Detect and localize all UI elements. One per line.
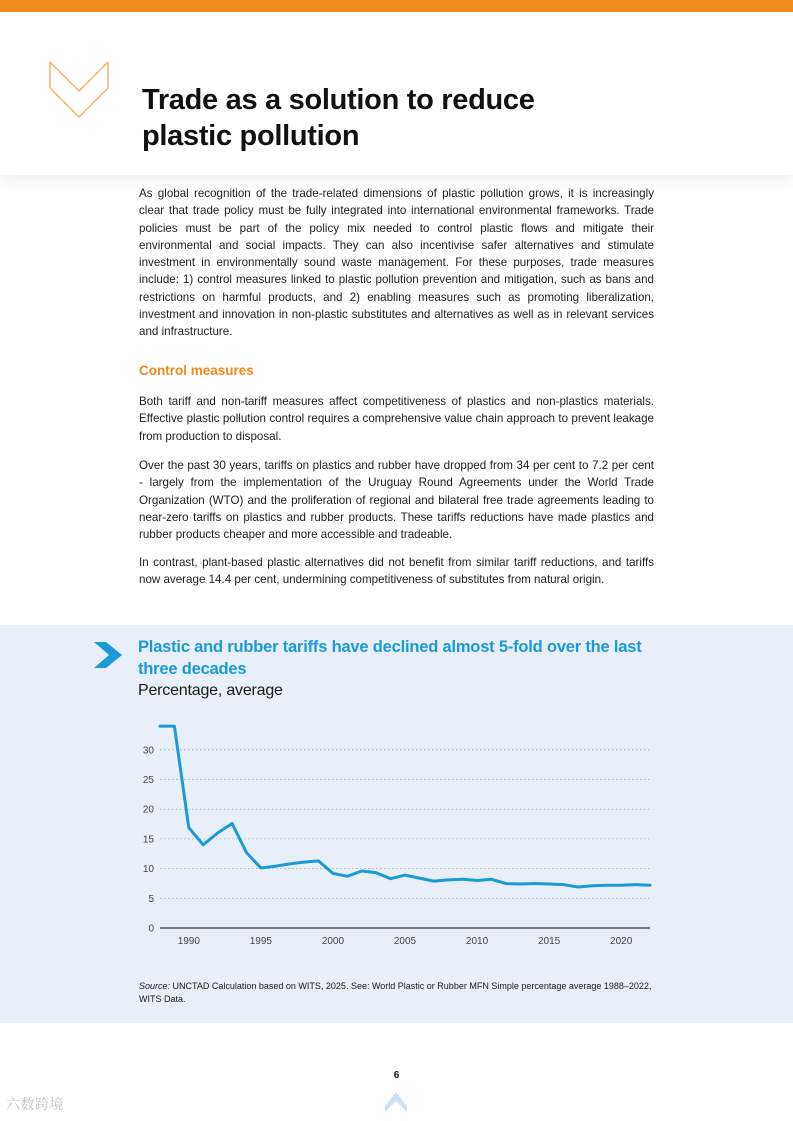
x-tick-label: 2000: [321, 936, 345, 947]
chevron-down-icon: [46, 58, 112, 122]
chart-source-note: [139, 980, 659, 1006]
x-tick-label: 1995: [249, 936, 273, 947]
page-number: 6: [393, 1070, 400, 1081]
body-paragraph: In contrast, plant-based plastic alternatives did not benefit from similar tariff reductions, and tariffs now average 14.4 per cent, undermining competitiveness of substitutes from natural origin.: [139, 556, 654, 587]
source-label: Source:: [139, 981, 171, 991]
chart-title-line-2: three decades: [138, 660, 247, 678]
watermark: 六数跨境: [6, 1097, 64, 1113]
y-tick-label: 30: [142, 745, 154, 757]
x-tick-label: 1990: [177, 936, 200, 947]
chevron-right-icon: [92, 640, 124, 670]
page-title-line-2: plastic pollution: [142, 120, 360, 152]
chart-subtitle: Percentage, average: [138, 682, 283, 699]
y-tick-label: 15: [142, 834, 154, 846]
page-title-line-1: Trade as a solution to reduce: [142, 84, 535, 116]
page-title: [142, 82, 702, 154]
intro-paragraph: As global recognition of the trade-related dimensions of plastic pollution grows, it is increasingly clear that trade policy must be fully integrated into international environmental frameworks. Trade policies must be part of the policy mix needed to control plastic flows and mitigate their environmental and social impacts. They can also incentivise safer alternatives and stimulate investment in environmentally sound waste management. For these purposes, trade measures include: 1) control measures linked to plastic pollution prevention and mitigation, such as bans and restrictions on harmful products, and 2) enabling measures such as promoting liberalization, investment and innovation in non-plastic substitutes and alternatives as well as in relevant services and infrastructure.: [139, 187, 654, 339]
y-tick-label: 0: [148, 923, 154, 935]
source-text: UNCTAD Calculation based on WITS, 2025. See: World Plastic or Rubber MFN Simple percentage average 1988–2022, WITS Data.: [139, 981, 652, 1004]
body-paragraph: Over the past 30 years, tariffs on plastics and rubber have dropped from 34 per cent to 7.2 per cent - largely from the implementation of the Uruguay Round Agreements under the World Trade Organization (WTO) and the proliferation of regional and bilateral free trade agreements leading to near-zero tariffs on plastics and rubber products. These tariffs reductions have made plastics and rubber products cheaper and more accessible and tradeable.: [139, 459, 654, 542]
chart-title-line-1: Plastic and rubber tariffs have declined almost 5-fold over the last: [138, 638, 642, 656]
x-tick-label: 2010: [465, 936, 489, 947]
series-line: [160, 726, 650, 887]
top-accent-bar: [0, 0, 793, 12]
section-heading: Control measures: [139, 363, 254, 378]
x-tick-label: 2015: [537, 936, 561, 947]
line-chart: [100, 720, 680, 960]
y-tick-label: 20: [142, 804, 154, 816]
y-tick-label: 10: [142, 864, 154, 876]
y-tick-label: 25: [142, 775, 154, 787]
chart-title: [138, 636, 658, 680]
chevron-up-icon[interactable]: [383, 1090, 409, 1114]
y-tick-label: 5: [148, 893, 154, 905]
x-tick-label: 2005: [393, 936, 417, 947]
body-paragraph: Both tariff and non-tariff measures affect competitiveness of plastics and non-plastics materials. Effective plastic pollution control requires a comprehensive value chain approach to prevent leakage from production to disposal.: [139, 395, 654, 443]
x-tick-label: 2020: [610, 936, 633, 947]
